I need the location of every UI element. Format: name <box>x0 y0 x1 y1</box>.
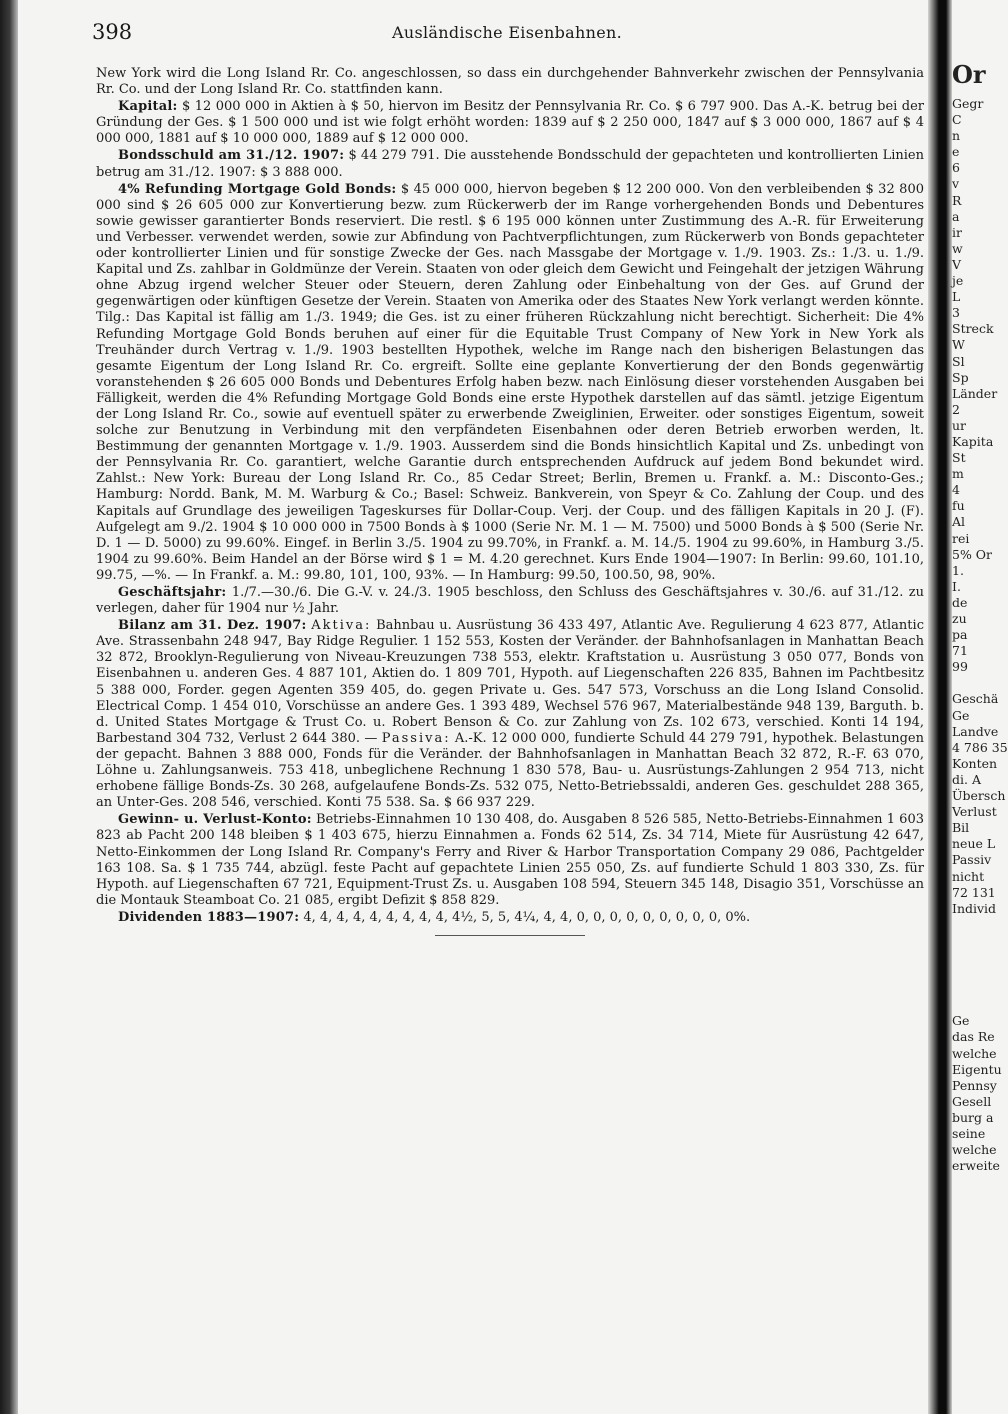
next-page-line: 5% Or <box>952 546 993 562</box>
paragraph-gewinn-verlust <box>96 812 924 909</box>
paragraph-bilanz <box>96 618 924 811</box>
page-header <box>92 20 924 50</box>
aktiva-label: Aktiva: <box>311 618 372 634</box>
book-gutter-shadow <box>928 0 952 1414</box>
passiva-text: A.-K. 12 000 000, fundierte Schuld 44 279 791, hypothek. Belastungen der gepacht. Bahnen 3 888 000, Fonds für die Veränder. der Bahnhofsanlagen in Manhattan Beach 32 872, R.-F. 63 070, Löhne u. Zahlungsanweis. 753 418, unbeglichene Rechnung 1 830 578, Bau- u. Ausrüstungs-Zahlungen 2 954 713, nicht erhobene fällige Bonds-Zs. 30 268, aufgelaufene Bonds-Zs. 532 075, Netto-Betriebssaldi, anderen Ges. geschuldet 288 365, an Unter-Ges. 208 546, verschied. Konti 75 538. Sa. $ 66 937 229. <box>96 730 924 811</box>
next-page-line: das Re <box>952 1029 995 1045</box>
next-page-line: neue L <box>952 836 996 852</box>
next-page-line: Streck <box>952 321 994 337</box>
next-page-line: 72 131 <box>952 884 996 900</box>
next-page-line: C <box>952 112 962 128</box>
paragraph-text: Betriebs-Einnahmen 10 130 408, do. Ausgaben 8 526 585, Netto-Betriebs-Einnahmen 1 603 823 ab Pacht 200 148 bleiben $ 1 403 675, hierzu Einnahmen a. Fonds 62 514, Zs. 34 714, Miete für Ausrüstung 42 647, Netto-Einkommen der Long Island Rr. Company's Ferry and River & Harbor Transportation Company 29 086, Pachtgelder 163 108. Sa. $ 1 735 744, abzügl. feste Pacht auf gepachtete Linien 255 050, Zs. auf fundierte Schuld 1 803 330, Zs. für Hypoth. auf Liegenschaften 67 721, Equipment-Trust Zs. u. Ausgaben 108 594, Steuern 345 148, Disagio 351, Vorschüsse an die Montauk Steamboat Co. 21 085, ergibt Defizit $ 858 829. <box>96 812 924 908</box>
next-page-line: 6 <box>952 160 960 176</box>
next-page-line: Länder <box>952 385 998 401</box>
section-heading: Bondsschuld am 31./12. 1907: <box>118 148 345 164</box>
next-page-line: je <box>952 273 964 289</box>
next-page-line <box>952 981 1000 997</box>
next-page-line: welche <box>952 1045 997 1061</box>
next-page-line: Individ <box>952 900 997 916</box>
book-spine-shadow <box>0 0 18 1414</box>
next-page-line: a <box>952 208 960 224</box>
next-page-line: 2 <box>952 401 960 417</box>
next-page-line: pa <box>952 627 968 643</box>
paragraph-text: $ 12 000 000 in Aktien à $ 50, hiervon im Besitz der Pennsylvania Rr. Co. $ 6 797 900. Das A.-K. betrug bei der Gründung der Ges. $ 1 500 000 und ist wie folgt erhöht worden: 1839 auf $ 2 250 000, 1847 auf $ 3 000 000, 1867 auf $ 4 000 000, 1881 auf $ 10 000 000, 1889 auf $ 12 000 000. <box>96 99 924 147</box>
paragraph-kapital <box>96 99 924 147</box>
paragraph-text: New York wird die Long Island Rr. Co. angeschlossen, so dass ein durchgehender Bahnverkehr zwischen der Pennsylvania Rr. Co. und der Long Island Rr. Co. stattfinden kann. <box>96 66 924 98</box>
next-page-line: v <box>952 176 960 192</box>
next-page-line: Übersch <box>952 788 1006 804</box>
next-page-line: Sl <box>952 353 965 369</box>
next-page-line: ur <box>952 417 967 433</box>
next-page-line: R <box>952 192 962 208</box>
paragraph-text: 4, 4, 4, 4, 4, 4, 4, 4, 4, 4½, 5, 5, 4¼, 4, 4, 0, 0, 0, 0, 0, 0, 0, 0, 0, 0%. <box>303 909 751 925</box>
next-page-line: Gegr <box>952 96 984 111</box>
next-page-line <box>952 965 1000 981</box>
section-divider <box>435 935 585 936</box>
next-page-line: Ge <box>952 707 970 723</box>
next-page-line: di. A <box>952 771 981 787</box>
next-page-line: w <box>952 240 963 256</box>
page-number: 398 <box>92 20 133 44</box>
paragraph-intro <box>96 66 924 98</box>
section-heading: Gewinn- u. Verlust-Konto: <box>118 812 312 828</box>
next-page-line: Sp <box>952 369 969 385</box>
next-page-line: Gesell <box>952 1093 992 1109</box>
section-heading: 4% Refunding Mortgage Gold Bonds: <box>118 181 397 197</box>
next-page-line: welche <box>952 1142 997 1158</box>
next-page-line: Ge <box>952 1013 970 1029</box>
next-page-line: 1. <box>952 562 964 578</box>
main-text-column <box>96 66 924 936</box>
paragraph-text: $ 45 000 000, hiervon begeben $ 12 200 000. Von den verbleibenden $ 32 800 000 sind $ 26 605 000 zur Konvertierung bezw. zum Rückerwerb der im Range vorhergehenden Bonds und Debentures sowie gewisser garantierter Bonds reserviert. Die restl. $ 6 195 000 können unter Zustimmung des A.-R. für Erweiterung und Verbesser. verwendet werden, sowie zur Abfindung von Pachtverpflichtungen, zum Rückerwerb von Bonds gepachteter oder kontrollierter Linien und für sonstige Zwecke der Ges. nach Massgabe der Mortgage v. 1./9. 1903. Zs.: 1./3. u. 1./9. Kapital und Zs. zahlbar in Goldmünze der Verein. Staaten von oder gleich dem Gewicht und Feingehalt der jetzigen Währung ohne Abzug irgend welcher Steuer oder Steuern, deren Zahlung oder Einbehaltung von der Ges. auf Grund der gegenwärtigen oder künftigen Gesetze der Verein. Staaten von Amerika oder des Staates New York verlangt werden könnte. Tilg.: Das Kapital ist fällig am 1./3. 1949; die Ges. ist zu einer früheren Rückzahlung nicht berechtigt. Sicherheit: Die 4% Refunding Mortgage Gold Bonds beruhen auf einer für die Equitable Trust Company of New York in New York als Treuhänder durch Vertrag v. 1./9. 1903 bestellten Hypothek, welche im Range nach den bisherigen Belastungen das gesamte Eigentum der Long Island Rr. Co. ergreift. Sollte eine geplante Konvertierung der den Bonds gegenwärtig voranstehenden $ 26 605 000 Bonds und Debentures Erfolg haben bezw. nach Einlösung dieser vorstehenden Ausgaben bei Fälligkeit, werden die 4% Refunding Mortgage Gold Bonds eine erste Hypothek darstellen auf das sämtl. jetzige Eigentum der Long Island Rr. Co., sowie auf eventuell später zu erwerbende Zweiglinien, Erweiter. oder sonstiges Eigentum, soweit solche zur Benutzung in Verbindung mit den verpfändeten Eisenbahnen oder deren Betrieb erworben werden, lt. Bestimmung der genannten Mortgage v. 1./9. 1903. Ausserdem sind die Bonds hinsichtlich Kapital und Zs. unbedingt von der Pennsylvania Rr. Co. garantiert, welche Garantie durch entsprechenden Aufdruck auf jedem Bond bekundet wird. Zahlst.: New York: Bureau der Long Island Rr. Co., 85 Cedar Street; Berlin, Bremen u. Frankf. a. M.: Disconto-Ges.; Hamburg: Nordd. Bank, M. M. Warburg & Co.; Basel: Schweiz. Bankverein, von Speyr & Co. Zahlung der Coup. und des Kapitals auf Grundlage des jeweiligen Tageskurses für Dollar-Coup. Verj. der Coup. und des fälligen Kapitals in 20 J. (F). Aufgelegt am 9./2. 1904 $ 10 000 000 in 7500 Bonds à $ 1000 (Serie Nr. M. 1 — M. 7500) und 5000 Bonds à $ 500 (Serie Nr. D. 1 — D. 5000) zu 99.60%. Eingef. in Berlin 3./5. 1904 zu 99.70%, in Frankf. a. M. 14./5. 1904 zu 99.60%, in Hamburg 3./5. 1904 zu 99.60%. Beim Handel an der Börse wird $ 1 = M. 4.20 gerechnet. Kurs Ende 1904—1907: In Berlin: 99.60, 101.10, 99.75, —%. — In Frankf. a. M.: 99.80, 101, 100, 93%. — In Hamburg: 99.50, 100.50, 98, 90%. <box>96 181 924 583</box>
next-page-line: 99 <box>952 659 968 675</box>
next-page-line: ir <box>952 224 962 240</box>
next-page-line: zu <box>952 611 967 626</box>
next-page-line: de <box>952 594 968 610</box>
next-page-line: 4 <box>952 482 960 498</box>
next-page-line: 3 <box>952 305 960 321</box>
next-page-lines <box>952 96 1008 1174</box>
paragraph-text: $ 44 279 791. Die ausstehende Bondsschuld der gepachteten und kontrollierten Linien betrug am 31./12. 1907: $ 3 888 000. <box>96 148 924 180</box>
next-page-line: Eigentu <box>952 1061 1002 1077</box>
next-page-line <box>952 917 1000 933</box>
next-page-line: seine <box>952 1126 986 1141</box>
next-page-line <box>952 949 1000 965</box>
next-page-line: e <box>952 144 960 160</box>
next-page-line: burg a <box>952 1109 994 1125</box>
next-page-line: fu <box>952 498 965 514</box>
section-heading: Dividenden 1883—1907: <box>118 909 300 925</box>
next-page-line <box>952 675 1000 691</box>
paragraph-text: 1./7.—30./6. Die G.-V. v. 24./3. 1905 beschloss, den Schluss des Geschäftsjahres v. 30./6. auf 31./12. zu verlegen, daher für 1904 nur ½ Jahr. <box>96 585 924 617</box>
paragraph-geschaeftsjahr <box>96 585 924 617</box>
paragraph-refunding-bonds <box>96 182 924 584</box>
passiva-label: Passiva: <box>381 730 451 746</box>
next-page-heading: Or <box>952 60 986 89</box>
next-page-line: erweite <box>952 1158 1000 1174</box>
paragraph-dividenden <box>96 910 924 926</box>
next-page-line: rei <box>952 530 970 546</box>
next-page-line: nicht <box>952 868 985 884</box>
section-heading: Bilanz am 31. Dez. 1907: <box>118 618 307 634</box>
next-page-line: L <box>952 289 961 305</box>
next-page-line <box>952 997 1000 1013</box>
next-page-line: I. <box>952 578 961 594</box>
next-page-fragment <box>952 60 1008 1174</box>
next-page-line: n <box>952 128 961 144</box>
next-page-line: Kapita <box>952 433 994 449</box>
next-page-line: Passiv <box>952 852 992 868</box>
next-page-line: Pennsy <box>952 1077 997 1093</box>
next-page-line <box>952 933 1000 949</box>
running-head: Ausländische Eisenbahnen. <box>392 23 622 42</box>
next-page-line: Konten <box>952 755 998 771</box>
next-page-line: Al <box>952 514 966 530</box>
next-page-line: V <box>952 256 962 272</box>
next-page-line: Bil <box>952 820 970 836</box>
aktiva-text: Bahnbau u. Ausrüstung 36 433 497, Atlantic Ave. Regulierung 4 623 877, Atlantic Ave. Strassenbahn 248 947, Bay Ridge Regulier. 1 152 553, Kosten der Veränder. der Bahnhofsanlagen in Manhattan Beach 32 872, Brooklyn-Regulierung von Niveau-Kreuzungen 738 553, elektr. Kraftstation u. Ausrüstung 3 050 077, Bonds von Eisenbahnen u. anderen Ges. 4 887 101, Aktien do. 1 809 701, Hypoth. auf Liegenschaften 226 835, Bahnen im Pachtbesitz 5 388 000, Forder. gegen Agenten 359 405, do. gegen Private u. Ges. 547 573, Vorschuss an die Long Island Consolid. Electrical Comp. 1 454 010, Vorschüsse an andere Ges. 1 393 489, Wechsel 576 967, Materialbestände 948 139, Barguth. b. d. United States Mortgage & Trust Co. u. Robert Benson & Co. zur Zahlung von Zs. 102 673, verschied. Konti 14 194, Barbestand 304 732, Verlust 2 644 380. — <box>96 618 924 746</box>
next-page-line: m <box>952 466 964 482</box>
next-page-line: Verlust <box>952 804 997 820</box>
next-page-line: St <box>952 450 966 466</box>
section-heading: Kapital: <box>118 99 178 115</box>
next-page-line: Landve <box>952 723 999 739</box>
next-page-line: Geschä <box>952 691 999 707</box>
paragraph-bondsschuld <box>96 148 924 180</box>
next-page-line: 4 786 35 <box>952 739 1008 755</box>
section-heading: Geschäftsjahr: <box>118 585 227 600</box>
next-page-line: W <box>952 337 965 353</box>
next-page-line: 71 <box>952 643 968 659</box>
